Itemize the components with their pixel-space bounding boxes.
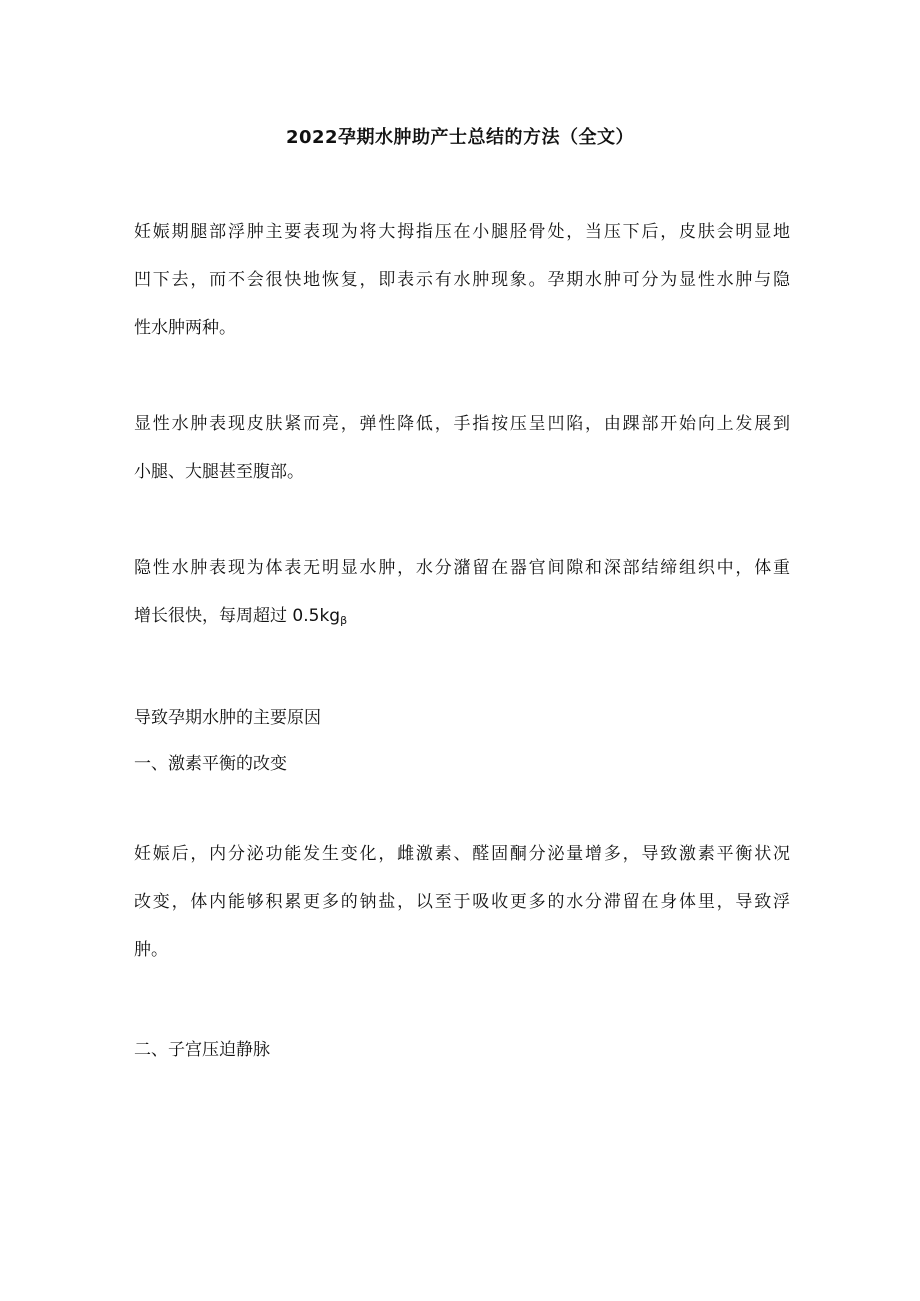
- paragraph-line: 性水肿两种。: [134, 318, 236, 338]
- paragraph-line: 显性水肿表现皮肤紧而亮，弹性降低，手指按压呈凹陷，由踝部开始向上发展到: [134, 414, 790, 434]
- section-title-causes: 导致孕期水肿的主要原因: [134, 708, 321, 728]
- section-heading-uterus: 二、子宫压迫静脉: [134, 1040, 270, 1060]
- paragraph-line-text: 增长很快，每周超过 0.5kg: [134, 606, 341, 626]
- document-title: 2022孕期水肿助产士总结的方法（全文）: [285, 127, 635, 148]
- section-heading-hormones: 一、激素平衡的改变: [134, 754, 287, 774]
- paragraph-line: 肿。: [134, 940, 168, 960]
- paragraph-line: 妊娠期腿部浮肿主要表现为将大拇指压在小腿胫骨处，当压下后，皮肤会明显地: [134, 222, 790, 242]
- paragraph-line: 妊娠后，内分泌功能发生变化，雌激素、醛固酮分泌量增多，导致激素平衡状况: [134, 844, 790, 864]
- paragraph-visible-edema: [134, 400, 790, 496]
- paragraph-hidden-edema: [134, 544, 790, 645]
- trailing-mark: β: [340, 614, 348, 627]
- paragraph-line: 隐性水肿表现为体表无明显水肿，水分潴留在器官间隙和深部结缔组织中，体重: [134, 558, 790, 578]
- paragraph-line: 凹下去，而不会很快地恢复，即表示有水肿现象。孕期水肿可分为显性水肿与隐: [134, 270, 790, 290]
- paragraph-edema-symptoms: [134, 208, 790, 352]
- paragraph-hormone-change: [134, 830, 790, 974]
- paragraph-line: 改变，体内能够积累更多的钠盐，以至于吸收更多的水分滞留在身体里，导致浮: [134, 892, 790, 912]
- paragraph-line: [134, 592, 790, 645]
- paragraph-line: 小腿、大腿甚至腹部。: [134, 462, 304, 482]
